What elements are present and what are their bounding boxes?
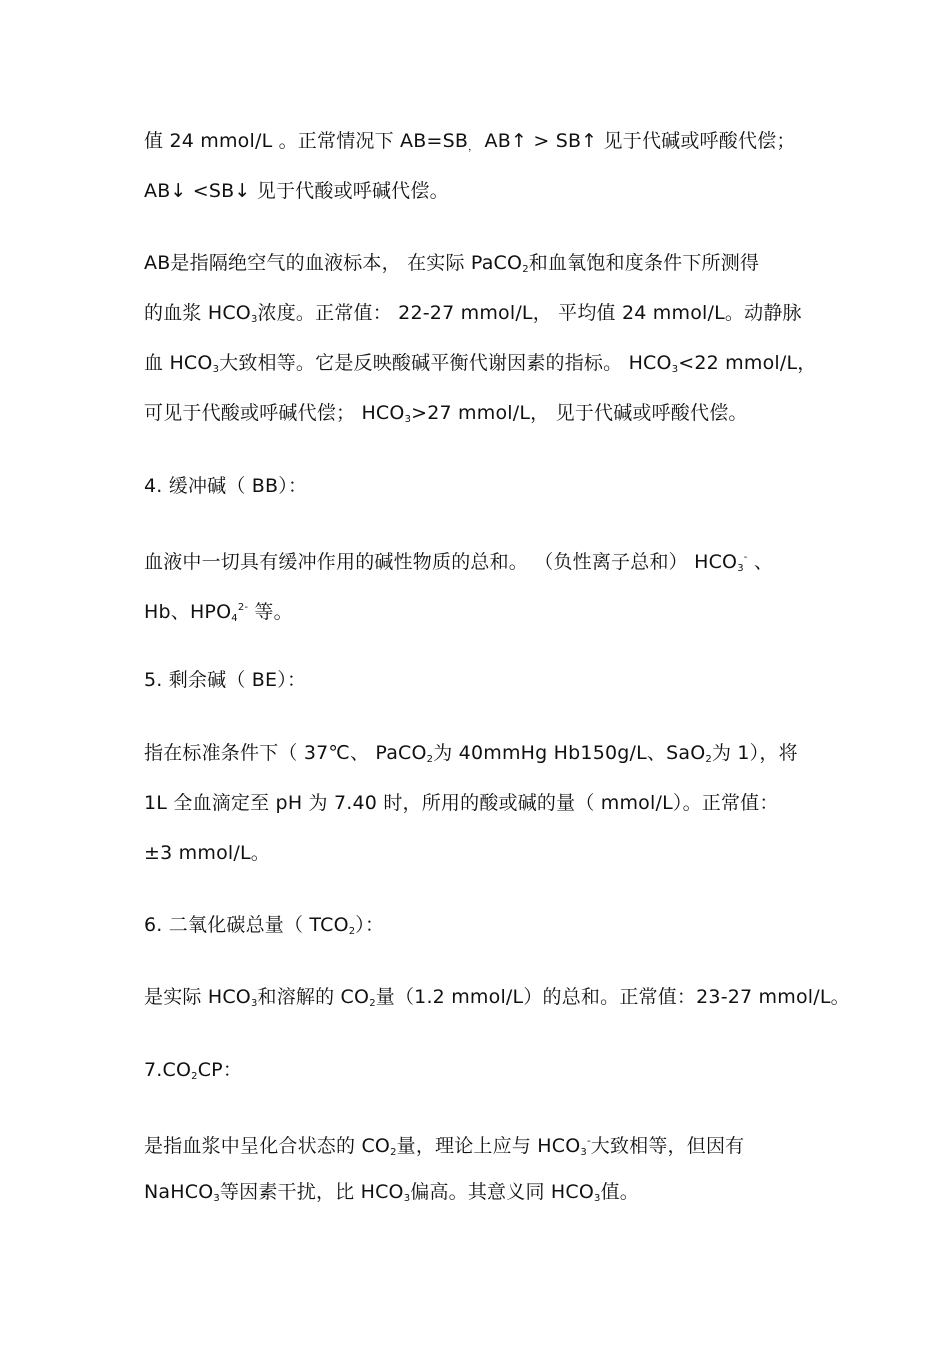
text-line: 1L 全血滴定至 pH 为 7.40 时，所用的酸或碱的量（ mmol/L）。正常值： <box>144 792 779 814</box>
text-line: AB是指隔绝空气的血液标本， 在实际 PaCO$_2$和血氧饱和度条件下所测得 <box>144 252 760 275</box>
text-line: 是指血浆中呈化合状态的 $CO_2$量，理论上应与 $HCO_3^-$大致相等，但因有 <box>144 1135 745 1158</box>
section-heading: 6. 二氧化碳总量（ $TCO_2$）： <box>144 914 385 937</box>
text-line: 的血浆 $HCO_3$浓度。正常值： 22-27 mmol/L， 平均值 24 mmol/L。动静脉 <box>144 302 802 325</box>
text-line: 是实际 $HCO_3$和溶解的 $CO_2$量（1.2 mmol/L）的总和。正常值：23-27 mmol/L。 <box>144 986 850 1009</box>
section-heading: $7.CO_2CP$： <box>144 1059 243 1082</box>
text-line: ±3 mmol/L。 <box>144 842 270 864</box>
section-heading: 4. 缓冲碱（ BB）： <box>144 475 308 497</box>
text-line: 血 $HCO_3$大致相等。它是反映酸碱平衡代谢因素的指标。 $HCO_3<22$ mmol/L， <box>144 352 817 375</box>
text-line: NaHCO$_3$等因素干扰，比 $HCO_3$偏高。其意义同 $HCO_3$值。 <box>144 1181 639 1204</box>
text-line: AB↓ <SB↓ 见于代酸或呼碱代偿。 <box>144 180 449 202</box>
section-heading: 5. 剩余碱（ BE）： <box>144 669 307 691</box>
text-line: 可见于代酸或呼碱代偿； $HCO_3>27$ mmol/L， 见于代碱或呼酸代偿。 <box>144 402 748 425</box>
text-line: 指在标准条件下（ 37℃、 PaCO$_2$为 40mmHg Hb150g/L、SaO$_2$为 1），将 <box>144 742 798 765</box>
text-line: 血液中一切具有缓冲作用的碱性物质的总和。 （负性离子总和） $HCO_3^-$ 、 <box>144 551 774 574</box>
text-line: Hb、$HPO_4^{2-}$ 等。 <box>144 601 293 624</box>
text-line: 值 24 mmol/L 。正常情况下 $AB=SB_,$ AB↑ > SB↑ 见于代碱或呼酸代偿； <box>144 130 796 153</box>
